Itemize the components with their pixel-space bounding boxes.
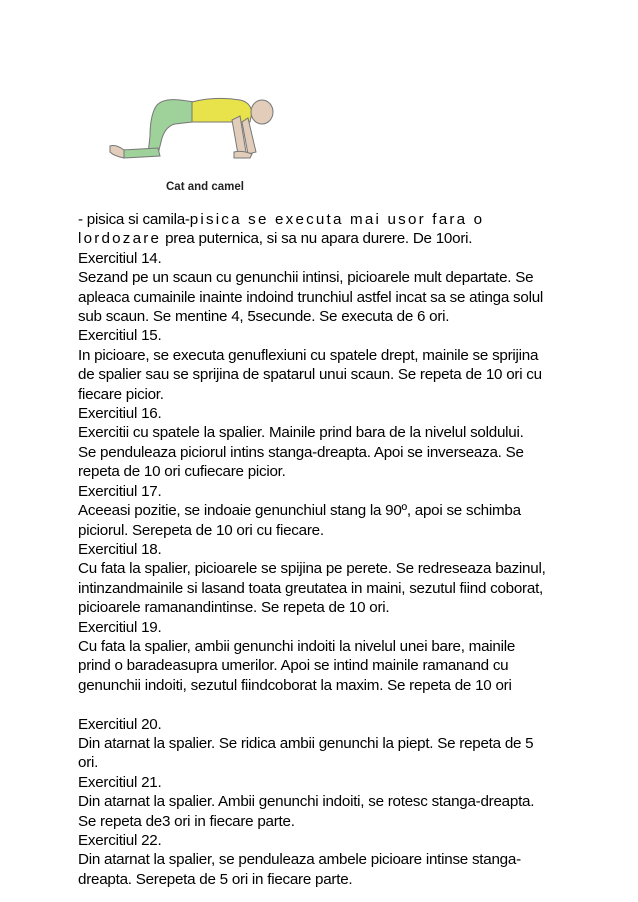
text-line: Exercitiul 17. bbox=[78, 482, 162, 500]
text-line: Exercitiul 15. bbox=[78, 327, 162, 345]
text-line: Sezand pe un scaun cu genunchii intinsi, picioarele mult departate. Se bbox=[78, 269, 534, 287]
head-shape bbox=[251, 100, 273, 124]
text-line: Cu fata la spalier, ambii genunchi indoiti la nivelul unei bare, mainile bbox=[78, 637, 516, 655]
intro-line-2 bbox=[78, 229, 568, 248]
text-line: Exercitiul 19. bbox=[78, 618, 162, 636]
exercise-lines-14-19 bbox=[78, 249, 568, 695]
text-line: Exercitiul 18. bbox=[78, 540, 162, 558]
intro-text-1a: - pisica si camila- bbox=[78, 211, 190, 228]
text-line: Exercitiul 21. bbox=[78, 773, 162, 791]
text-line: Exercitii cu spatele la spalier. Mainile prind bara de la nivelul soldului. bbox=[78, 424, 524, 442]
intro-text-1b: pisica se executa mai usor fara o bbox=[189, 211, 485, 228]
text-line: repeta de 10 ori cufiecare picior. bbox=[78, 463, 286, 481]
text-line: Din atarnat la spalier. Ambii genunchi indoiti, se rotesc stanga-dreapta. bbox=[78, 793, 535, 811]
figure-caption: Cat and camel bbox=[166, 181, 244, 193]
text-line: Exercitiul 16. bbox=[78, 405, 162, 423]
cat-camel-illustration bbox=[100, 88, 290, 198]
exercise-lines-20-22 bbox=[78, 715, 568, 890]
text-line: Din atarnat la spalier, se penduleaza ambele picioare intinse stanga- bbox=[78, 851, 521, 869]
cat-camel-exercise-icon bbox=[100, 88, 290, 188]
text-line: genunchii indoiti, sezutul fiindcoborat la maxim. Se repeta de 10 ori bbox=[78, 676, 512, 694]
text-line: Din atarnat la spalier. Se ridica ambii genunchi la piept. Se repeta de 5 bbox=[78, 734, 534, 752]
blank-line bbox=[78, 695, 568, 714]
intro-text-2b: prea puternica, si sa nu apara durere. De 10ori. bbox=[161, 230, 473, 248]
text-line: fiecare picior. bbox=[78, 385, 164, 403]
text-line: Exercitiul 22. bbox=[78, 831, 162, 849]
intro-text-2a: lordozare bbox=[78, 230, 162, 248]
text-line: de spalier sau se sprijina de spatarul unui scaun. Se repeta de 10 ori cu bbox=[78, 366, 542, 384]
text-line: Se repeta de3 ori in fiecare parte. bbox=[78, 812, 295, 830]
text-line: In picioare, se executa genuflexiuni cu spatele drept, mainile se sprijina bbox=[78, 346, 539, 364]
text-line: Exercitiul 14. bbox=[78, 249, 162, 267]
text-line: piciorul. Serepeta de 10 ori cu fiecare. bbox=[78, 521, 324, 539]
pants-shape bbox=[148, 100, 195, 154]
text-line: prind o baradeasupra umerilor. Apoi se intind mainile ramanand cu bbox=[78, 657, 509, 675]
shin-shape bbox=[122, 148, 160, 158]
text-line: ori. bbox=[78, 754, 99, 772]
text-line: Cu fata la spalier, picioarele se spijina pe perete. Se redreseaza bazinul, bbox=[78, 560, 546, 578]
text-line: apleaca cumainile inainte indoind trunchiul astfel incat sa se atinga solul bbox=[78, 288, 544, 306]
text-line: Aceeasi pozitie, se indoaie genunchiul stang la 90º, apoi se schimba bbox=[78, 502, 521, 520]
shirt-shape bbox=[192, 98, 252, 122]
text-line: dreapta. Serepeta de 5 ori in fiecare parte. bbox=[78, 870, 353, 888]
foot-shape bbox=[110, 146, 124, 159]
intro-line-1 bbox=[78, 210, 568, 229]
text-line: sub scaun. Se mentine 4, 5secunde. Se executa de 6 ori. bbox=[78, 308, 450, 326]
exercise-text-block bbox=[78, 210, 568, 889]
text-line: Exercitiul 20. bbox=[78, 715, 162, 733]
text-line: intinzandmainile si lasand toata greutatea in maini, sezutul fiind coborat, bbox=[78, 579, 544, 597]
text-line: Se penduleaza piciorul intins stanga-dreapta. Apoi se inverseaza. Se bbox=[78, 443, 524, 461]
text-line: picioarele ramanandintinse. Se repeta de 10 ori. bbox=[78, 599, 390, 617]
